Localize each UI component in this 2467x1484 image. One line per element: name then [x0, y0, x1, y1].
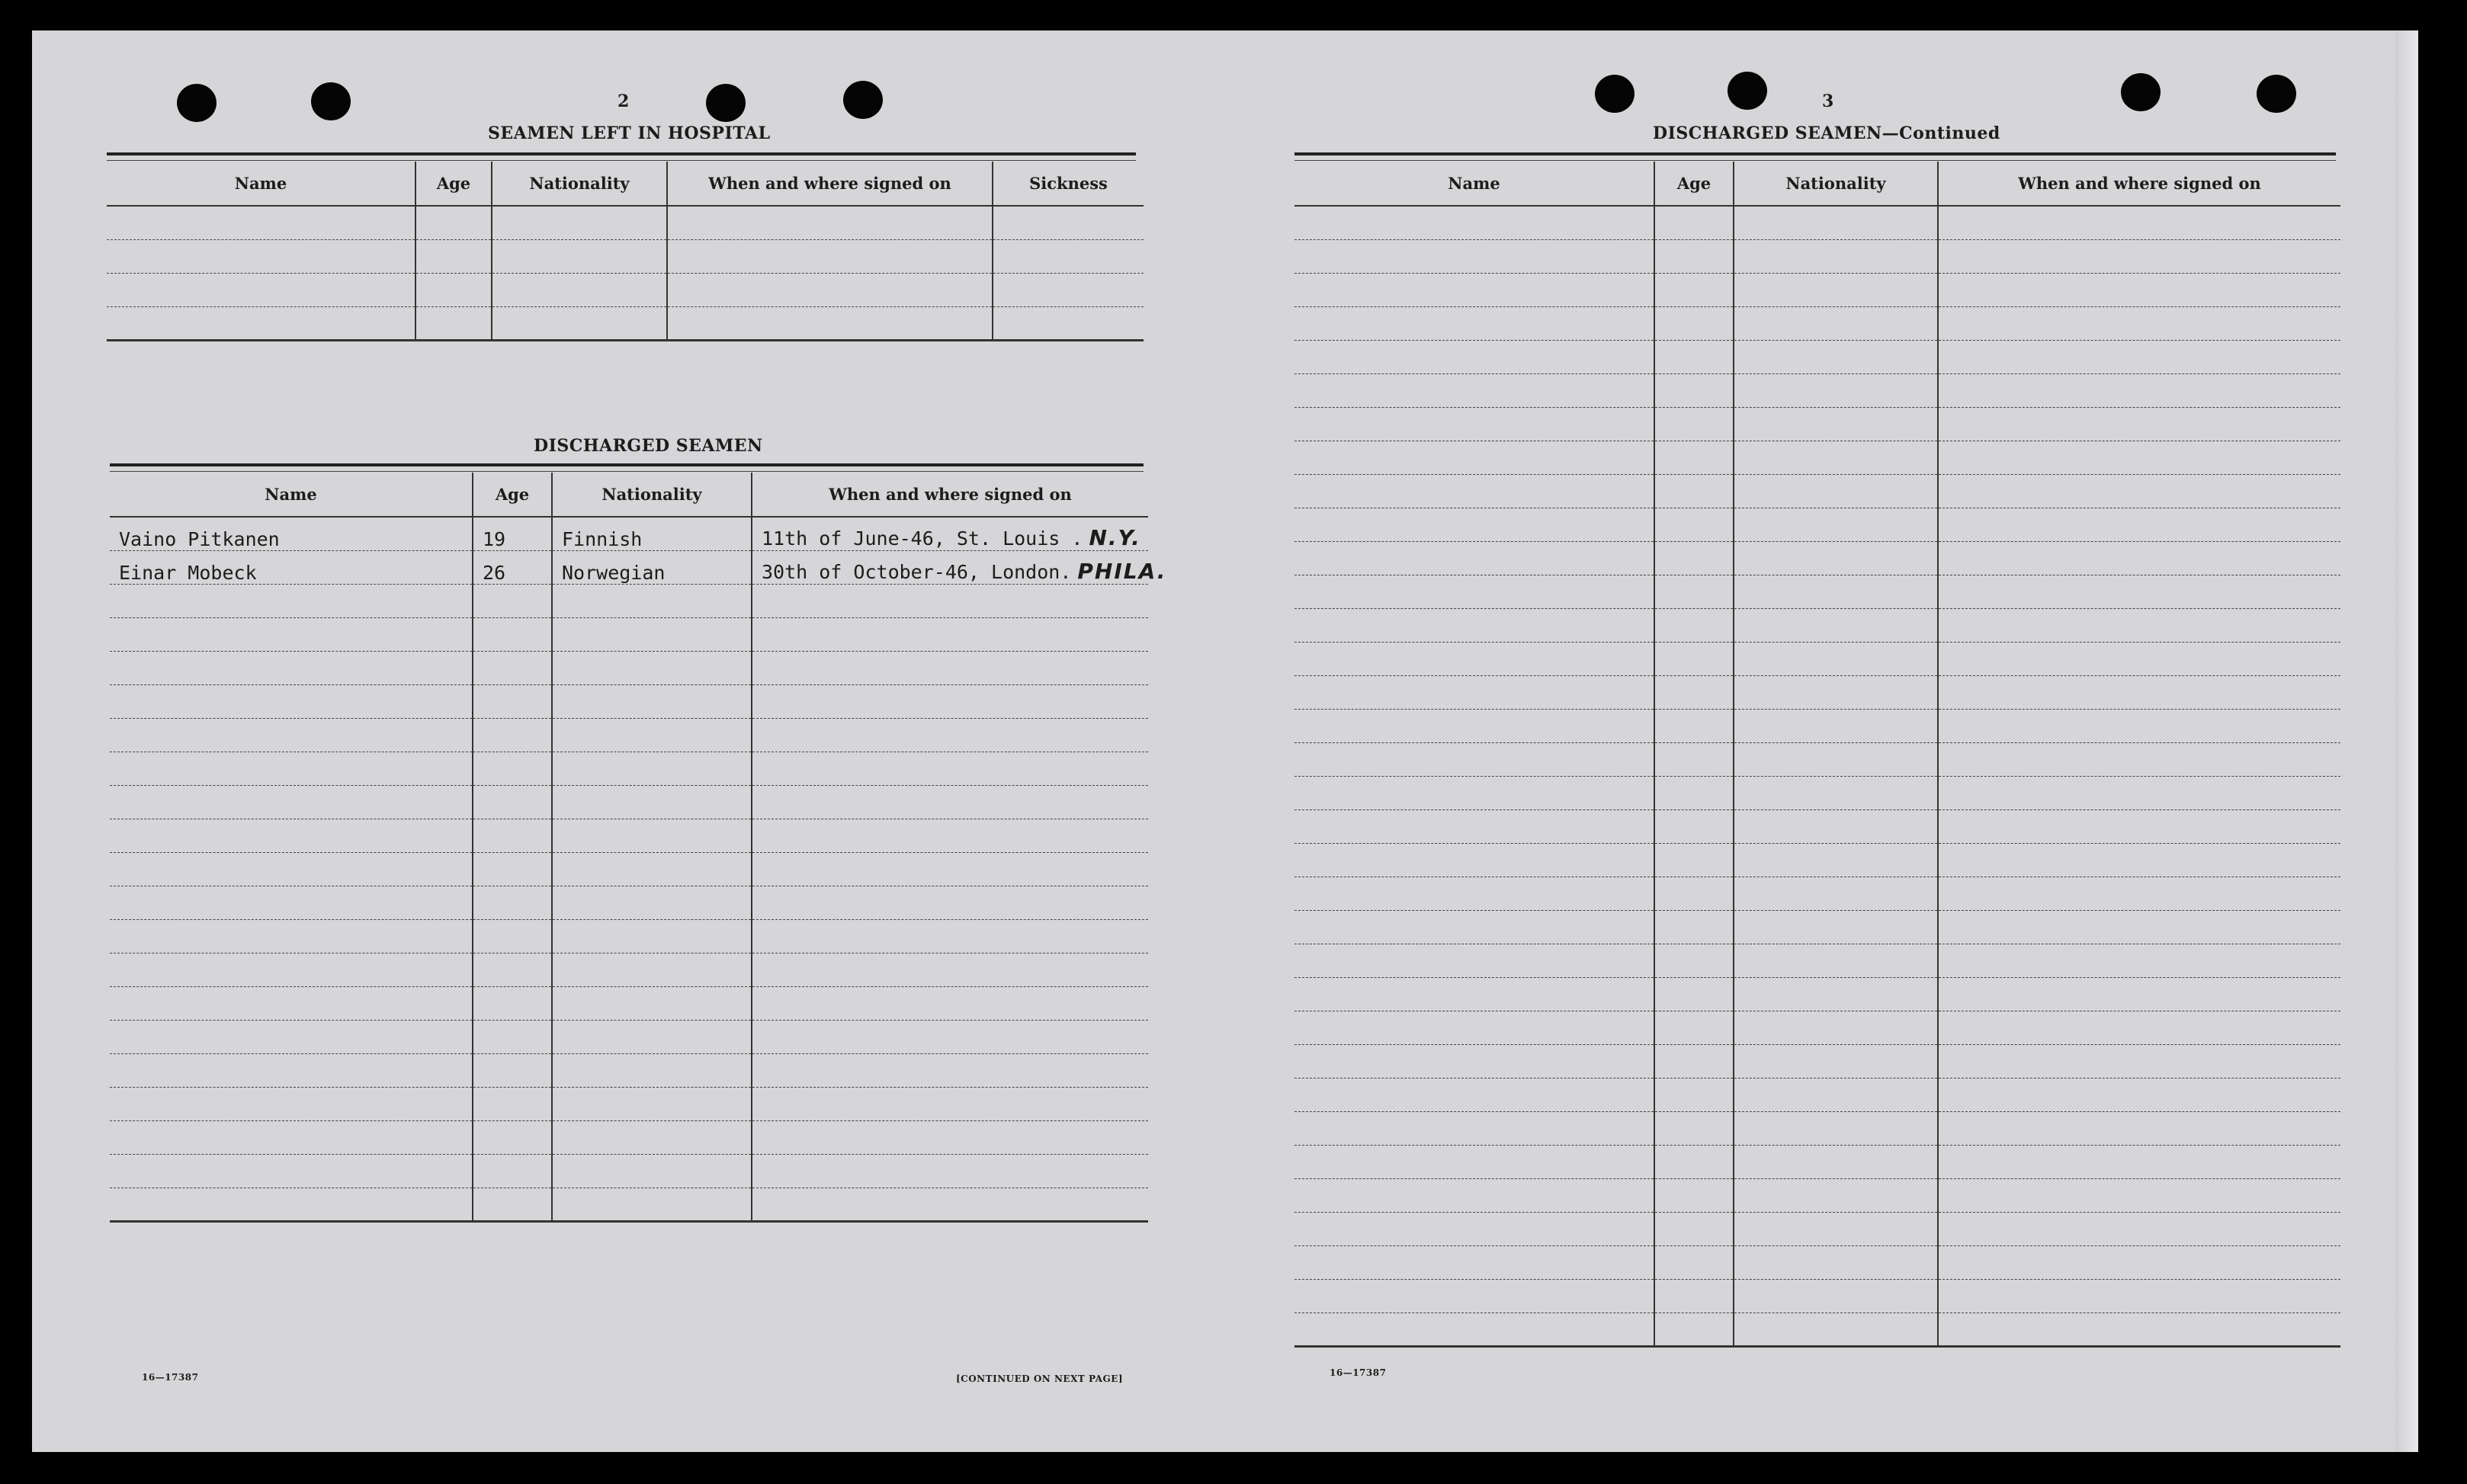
discharged-table: [110, 473, 1167, 1223]
punch-hole: [706, 84, 746, 122]
table-row: [1294, 977, 2340, 1011]
column-header-age: Age: [415, 162, 492, 206]
seaman-nationality: Finnish: [552, 517, 752, 550]
table-row: [1294, 809, 2340, 843]
table-row: [1294, 1078, 2340, 1111]
column-header-signed-on: When and where signed on: [1938, 162, 2340, 206]
table-row: [110, 550, 1148, 584]
table-row: [1294, 474, 2340, 508]
seaman-signed-on: 30th of October-46, London.: [762, 560, 1072, 583]
table-row: [110, 953, 1148, 986]
table-row: [1294, 944, 2340, 977]
table-row: [1294, 910, 2340, 944]
table-row: [1294, 206, 2340, 239]
punch-hole: [1728, 72, 1767, 110]
seaman-signed-on-cell: [752, 550, 1167, 584]
column-header-age: Age: [473, 473, 552, 517]
table-row: [110, 919, 1148, 953]
table-row: [1294, 1111, 2340, 1145]
table-row: [107, 239, 1144, 273]
seaman-signed-on-cell: [752, 517, 1148, 550]
right-section-title: DISCHARGED SEAMEN—Continued: [1653, 123, 2000, 143]
left-form-code: 16—17387: [142, 1372, 199, 1383]
right-page-number: 3: [1822, 91, 1834, 111]
table-row: [1294, 508, 2340, 541]
table-row: [107, 306, 1144, 340]
table-row: [110, 785, 1148, 819]
table-row: [1294, 575, 2340, 608]
column-header-age: Age: [1654, 162, 1734, 206]
table-row: [110, 1053, 1148, 1087]
column-header-nationality: Nationality: [1734, 162, 1938, 206]
handwritten-port: PHILA.: [1077, 558, 1167, 584]
seaman-name: Einar Mobeck: [110, 550, 473, 584]
table-row: [1294, 742, 2340, 776]
table-row: [1294, 642, 2340, 675]
punch-hole: [177, 84, 217, 122]
table-row: [1294, 541, 2340, 575]
table-row: [110, 517, 1148, 550]
table-row: [1294, 608, 2340, 642]
column-header-nationality: Nationality: [492, 162, 667, 206]
hospital-table-rule: [107, 152, 1136, 161]
handwritten-port: N.Y.: [1089, 524, 1141, 550]
hospital-section-title: SEAMEN LEFT IN HOSPITAL: [488, 123, 771, 143]
column-header-name: Name: [107, 162, 415, 206]
punch-hole: [843, 81, 883, 119]
table-row: [110, 651, 1148, 684]
table-row: [1294, 675, 2340, 709]
table-row: [110, 1087, 1148, 1120]
table-row: [1294, 1011, 2340, 1044]
seaman-age: 19: [473, 517, 552, 550]
table-row: [110, 1188, 1148, 1221]
continued-note: [CONTINUED ON NEXT PAGE]: [956, 1373, 1124, 1384]
punch-hole: [2257, 75, 2296, 113]
column-header-signed-on: When and where signed on: [752, 473, 1148, 517]
table-row: [110, 886, 1148, 919]
table-row: [107, 206, 1144, 239]
table-row: [1294, 1279, 2340, 1313]
table-row: [1294, 1212, 2340, 1245]
table-row: [1294, 373, 2340, 407]
table-row: [110, 1120, 1148, 1154]
column-header-nationality: Nationality: [552, 473, 752, 517]
table-row: [110, 1154, 1148, 1188]
column-header-name: Name: [110, 473, 473, 517]
right-form-code: 16—17387: [1330, 1367, 1387, 1378]
sheet-edge: [2395, 30, 2418, 1452]
table-row: [1294, 340, 2340, 373]
right-discharged-table: [1294, 162, 2340, 1348]
left-page-number: 2: [618, 91, 630, 111]
table-row: [107, 273, 1144, 306]
punch-hole: [1595, 75, 1635, 113]
table-row: [1294, 306, 2340, 340]
table-row: [1294, 1178, 2340, 1212]
column-header-signed-on: When and where signed on: [667, 162, 993, 206]
discharged-section-title: DISCHARGED SEAMEN: [534, 436, 763, 456]
table-row: [1294, 407, 2340, 441]
seaman-signed-on: 11th of June-46, St. Louis .: [762, 527, 1083, 550]
table-row: [110, 617, 1148, 651]
column-header-sickness: Sickness: [993, 162, 1144, 206]
table-row: [1294, 877, 2340, 910]
table-row: [1294, 1145, 2340, 1178]
punch-hole: [2121, 73, 2161, 111]
seaman-nationality: Norwegian: [552, 550, 752, 584]
column-header-name: Name: [1294, 162, 1654, 206]
table-row: [1294, 1245, 2340, 1279]
table-row: [1294, 843, 2340, 877]
seaman-name: Vaino Pitkanen: [110, 517, 473, 550]
table-row: [1294, 239, 2340, 273]
right-table-rule: [1294, 152, 2336, 161]
table-row: [110, 584, 1148, 617]
table-row: [110, 986, 1148, 1020]
table-row: [1294, 441, 2340, 474]
discharged-table-rule: [110, 463, 1144, 472]
seaman-age: 26: [473, 550, 552, 584]
punch-hole: [311, 82, 351, 120]
table-row: [1294, 709, 2340, 742]
table-row: [110, 752, 1148, 785]
hospital-table: [107, 162, 1144, 341]
table-row: [110, 718, 1148, 752]
table-row: [110, 1020, 1148, 1053]
table-row: [1294, 1313, 2340, 1346]
table-row: [1294, 1044, 2340, 1078]
table-row: [110, 819, 1148, 852]
table-row: [110, 852, 1148, 886]
table-row: [110, 684, 1148, 718]
table-row: [1294, 776, 2340, 809]
table-row: [1294, 273, 2340, 306]
